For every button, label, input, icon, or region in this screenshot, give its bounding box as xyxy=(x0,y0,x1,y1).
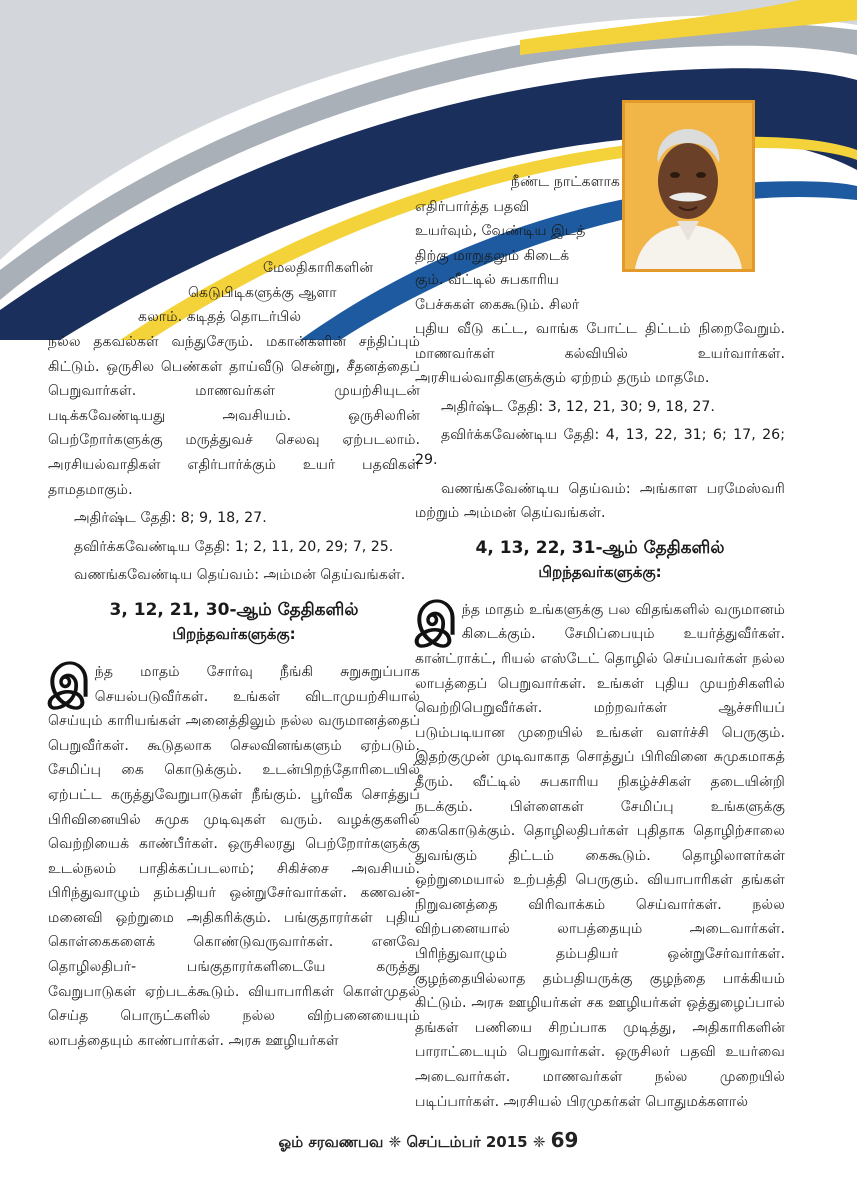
intro-continued: புதிய வீடு கட்ட, வாங்க போட்ட திட்டம் நிறைவேறும். மாணவர்கள் கல்வியில் உயர்வார்கள். அரசியல்வாதிகளுக்கும் ஏற்றம் தரும் மாதமே. xyxy=(415,321,785,387)
intro-continued: நல்ல தகவல்கள் வந்துசேரும். மகான்களின் சந்திப்பும் கிட்டும். ஒருசில பெண்கள் தாய்வீடு சென்று, சீதனத்தைப் பெறுவார்கள். மாணவர்கள் முயற்சியுடன் படிக்கவேண்டியது அவசியம். ஒருசிலரின் பெற்றோர்களுக்கு மருத்துவச் செலவு ஏற்படலாம். அரசியல்வாதிகள் எதிர்பார்க்கும் உயர் பதவிகள் தாமதமாகும். xyxy=(48,334,420,498)
dropcap: இ xyxy=(415,593,458,645)
avoid-dates: தவிர்க்கவேண்டிய தேதி: 1; 2, 11, 20, 29; 7, 25. xyxy=(74,538,394,555)
lucky-dates: அதிர்ஷ்ட தேதி: 3, 12, 21, 30; 9, 18, 27. xyxy=(441,398,715,415)
separator-icon: ❈ xyxy=(532,1133,546,1151)
intro-line: எதிர்பார்த்த பதவி xyxy=(415,198,530,215)
lucky-dates: அதிர்ஷ்ட தேதி: 8; 9, 18, 27. xyxy=(74,510,267,527)
right-intro-block xyxy=(415,170,620,318)
avoid-dates: தவிர்க்கவேண்டிய தேதி: 4, 13, 22, 31; 6; 17, 26; 29. xyxy=(415,427,785,468)
separator-icon: ❈ xyxy=(388,1133,402,1151)
issue-date: செப்டம்பர் 2015 xyxy=(406,1133,528,1151)
section-heading-line2: பிறந்தவர்களுக்கு: xyxy=(172,624,296,643)
intro-line: பேச்சுகள் கைகூடும். சிலர் xyxy=(415,296,580,313)
section-heading-line1: 3, 12, 21, 30-ஆம் தேதிகளில் xyxy=(109,599,359,620)
intro-line: உயர்வும், வேண்டிய இடத் xyxy=(415,223,586,240)
left-column xyxy=(48,330,420,1053)
intro-line: கும். வீட்டில் சுபகாரிய xyxy=(415,272,560,289)
astrologer-portrait xyxy=(622,100,755,272)
section-heading-3 xyxy=(48,598,420,646)
intro-line: கெடுபிடிகளுக்கு ஆளா xyxy=(188,284,337,301)
deity: வணங்கவேண்டிய தெய்வம்: அங்காள பரமேஸ்வரி மற்றும் அம்மன் தெய்வங்கள். xyxy=(415,480,785,522)
section-body-4 xyxy=(415,593,785,1114)
section-heading-line1: 4, 13, 22, 31-ஆம் தேதிகளில் xyxy=(475,537,725,558)
page-footer xyxy=(0,1128,857,1153)
section-heading-4 xyxy=(415,536,785,584)
intro-line: கலாம். கடிதத் தொடர்பில் xyxy=(138,309,302,326)
left-intro-block xyxy=(48,256,420,330)
section-text: ந்த மாதம் உங்களுக்கு பல விதங்களில் வருமானம் கிடைக்கும். சேமிப்பையும் உயர்த்துவீர்கள். கான்ட்ராக்ட், ரியல் எஸ்டேட் தொழில் செய்பவர்கள் நல்ல லாபத்தைப் பெறுவார்கள். உங்கள் புதிய முயற்சிகளில் வெற்றிபெறுவீர்கள். மற்றவர்கள் ஆச்சரியப் படும்படியான முறையில் உங்கள் வளர்ச்சி பெருகும். இதற்குமுன் முடிவாகாத சொத்துப் பிரிவினை சுமுகமாகத் தீரும். வீட்டில் சுபகாரிய நிகழ்ச்சிகள் தடையின்றி நடக்கும். பிள்ளைகள் சேமிப்பு உங்களுக்கு கைகொடுக்கும். தொழிலதிபர்கள் புதிதாக தொழிற்சாலை துவங்கும் திட்டம் கைகூடும். தொழிலாளர்கள் ஒற்றுமையால் உற்பத்தி பெருகும். வியாபாரிகள் தங்கள் நிறுவனத்தை விரிவாக்கம் செய்வார்கள். நல்ல விற்பனையால் லாபத்தையும் அடைவார்கள். பிரிந்துவாழும் தம்பதியர் ஒன்றுசேர்வார்கள். குழந்தையில்லாத தம்பதியருக்கு குழந்தை பாக்கியம் கிட்டும். அரசு ஊழியர்கள் சக ஊழியர்கள் ஒத்துழைப்பால் தங்கள் பணியை சிறப்பாக முடித்து, அதிகாரிகளின் பாராட்டையும் பெறுவார்கள். ஒருசிலர் பதவி உயர்வை அடைவார்கள். மாணவர்கள் நல்ல முறையில் படிப்பார்கள். அரசியல் பிரமுகர்கள் பொதுமக்களால் xyxy=(415,601,785,1110)
intro-line: நீண்ட நாட்களாக xyxy=(510,174,620,190)
dropcap: இ xyxy=(48,655,91,707)
magazine-name: ஓம் சரவணபவ xyxy=(278,1133,384,1151)
section-text: ந்த மாதம் சோர்வு நீங்கி சுறுசுறுப்பாக செயல்படுவீர்கள். உங்கள் விடாமுயற்சியால் செய்யும் காரியங்கள் அனைத்திலும் நல்ல வருமானத்தைப் பெறுவீர்கள். கூடுதலாக செலவினங்களும் ஏற்படும். சேமிப்பு கை கொடுக்கும். உடன்பிறந்தோரிடையில் ஏற்பட்ட கருத்துவேறுபாடுகள் நீங்கும். பூர்வீக சொத்துப் பிரிவினையில் சுமுக முடிவுகள் வரும். வழக்குகளில் வெற்றியைக் காண்பீர்கள். ஒருசிலரது பெற்றோர்களுக்கு உடல்நலம் பாதிக்கப்படலாம்; சிகிச்சை அவசியம். பிரிந்துவாழும் தம்பதியர் ஒன்றுசேர்வார்கள். கணவன்- மனைவி ஒற்றுமை அதிகரிக்கும். பங்குதாரர்கள் புதிய கொள்கைகளைக் கொண்டுவருவார்கள். எனவே தொழிலதிபர்- பங்குதாரர்களிடையே கருத்து வேறுபாடுகள் ஏற்படக்கூடும். வியாபாரிகள் கொள்முதல் செய்த பொருட்களில் நல்ல விற்பனையையும் லாபத்தையும் காண்பார்கள். அரசு ஊழியர்கள் xyxy=(48,663,420,1049)
page-number: 69 xyxy=(550,1128,579,1152)
intro-line: திற்கு மாறுதலும் கிடைக் xyxy=(415,247,570,264)
intro-line: மேலதிகாரிகளின் xyxy=(263,260,374,276)
section-body-3 xyxy=(48,655,420,1054)
deity: வணங்கவேண்டிய தெய்வம்: அம்மன் தெய்வங்கள். xyxy=(74,567,406,584)
right-column xyxy=(415,317,785,1114)
section-heading-line2: பிறந்தவர்களுக்கு: xyxy=(538,562,662,581)
